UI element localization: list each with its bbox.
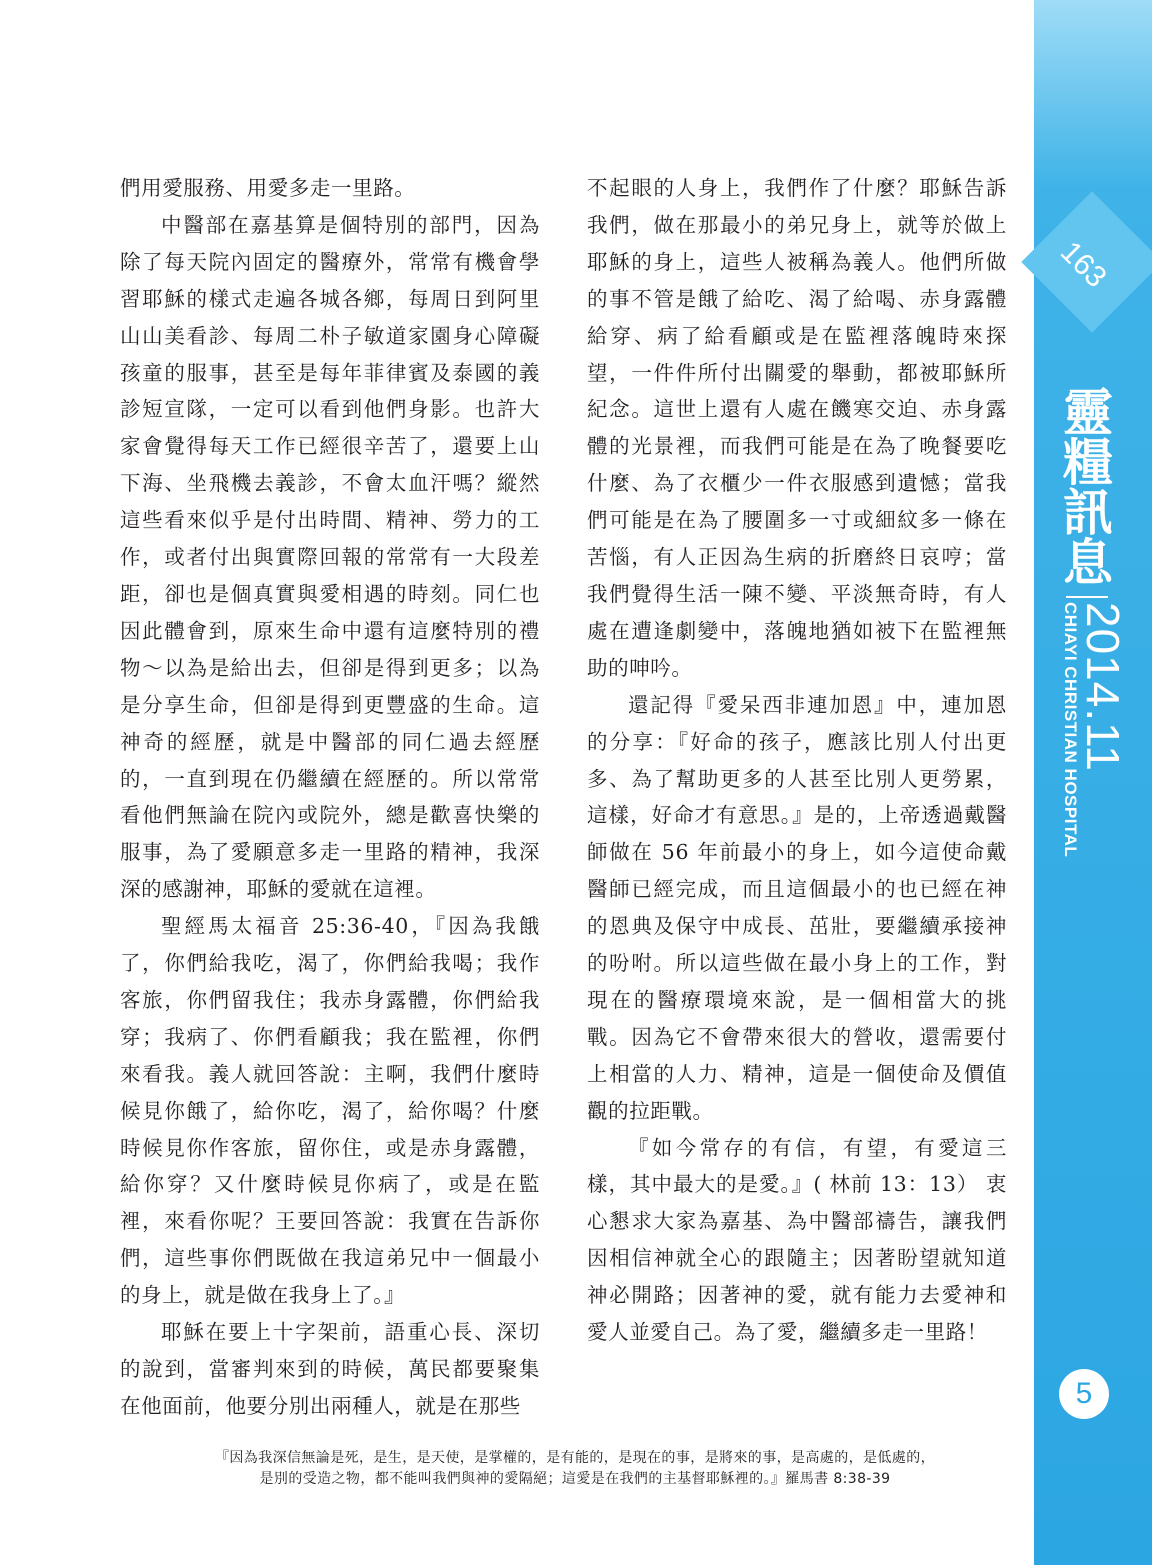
paragraph: 中醫部在嘉基算是個特別的部門，因為除了每天院內固定的醫療外，常常有機會學習耶穌的樣式走遍各城各鄉，每周日到阿里山山美看診、每周二朴子敏道家園身心障礙孩童的服事，甚至是每年菲律賓及泰國的義診短宣隊，一定可以看到他們身影。也許大家會覺得每天工作已經很辛苦了，還要上山下海、坐飛機去義診，不會太血汗嗎？縱然這些看來似乎是付出時間、精神、勞力的工作，或者付出與實際回報的常常有一大段差距，卻也是個真實與愛相遇的時刻。同仁也因此體會到，原來生命中還有這麼特別的禮物～以為是給出去，但卻是得到更多；以為是分享生命，但卻是得到更豐盛的生命。這神奇的經歷，就是中醫部的同仁過去經歷的，一直到現在仍繼續在經歷的。所以常常看他們無論在院內或院外，總是歡喜快樂的服事，為了愛願意多走一里路的精神，我深深的感謝神，耶穌的愛就在這裡。 — [120, 212, 540, 902]
footer-verse — [150, 1448, 1000, 1490]
paragraph: 不起眼的人身上，我們作了什麼？耶穌告訴我們，做在那最小的弟兄身上，就等於做上耶穌的身上，這些人被稱為義人。他們所做的事不管是餓了給吃、渴了給喝、赤身露體給穿、病了給看顧或是在監裡落魄時來探望，一件件所付出關愛的舉動，都被耶穌所紀念。這世上還有人處在饑寒交迫、赤身露體的光景裡，而我們可能是在為了晚餐要吃什麼、為了衣櫃少一件衣服感到遺憾；當我們可能是在為了腰圍多一寸或細紋多一條在苦惱，有人正因為生病的折磨終日哀哼；當我們覺得生活一陳不變、平淡無奇時，有人處在遭逢劇變中，落魄地猶如被下在監裡無助的呻吟。 — [587, 176, 1007, 680]
paragraph: 耶穌在要上十字架前，語重心長、深切的說到，當審判來到的時候，萬民都要聚集在他面前，他要分別出兩種人，就是在那些 — [120, 1320, 540, 1418]
issue-number: 163 — [1053, 235, 1113, 295]
magazine-title-char: 息 — [1063, 534, 1113, 592]
issue-date: 2014.11 — [1077, 602, 1129, 772]
magazine-title-char: 糧 — [1063, 434, 1113, 492]
footer-verse-line: 『因為我深信無論是死，是生，是天使，是掌權的，是有能的，是現在的事，是將來的事，是高處的，是低處的， — [215, 1450, 935, 1466]
issue-divider — [1066, 596, 1108, 598]
article-right-column — [587, 170, 1007, 1351]
issue-info — [1060, 602, 1129, 858]
hospital-name: CHIAYI CHRISTIAN HOSPITAL — [1061, 602, 1080, 858]
paragraph: 們用愛服務、用愛多走一里路。 — [120, 176, 416, 200]
page-number-badge — [1059, 1369, 1109, 1419]
magazine-title-char: 訊 — [1063, 484, 1113, 542]
article-left-column — [120, 170, 540, 1425]
magazine-title-char: 靈 — [1063, 384, 1113, 442]
paragraph: 聖經馬太福音 25:36-40，『因為我餓了，你們給我吃，渴了，你們給我喝；我作客旅，你們留我住；我赤身露體，你們給我穿；我病了、你們看顧我；我在監裡，你們來看我。義人就回答說：主啊，我們什麼時候見你餓了，給你吃，渴了，給你喝？什麼時候見你作客旅，留你住，或是赤身露體，給你穿？又什麼時候見你病了，或是在監裡，來看你呢？王要回答說：我實在告訴你們，這些事你們既做在我這弟兄中一個最小的身上，就是做在我身上了。』 — [120, 914, 540, 1308]
paragraph: 還記得『愛呆西非連加恩』中，連加恩的分享：『好命的孩子，應該比別人付出更多、為了幫助更多的人甚至比別人更勞累，這樣，好命才有意思。』是的，上帝透過戴醫師做在 56 年前最小的身上，如今這使命戴醫師已經完成，而且這個最小的也已經在神的恩典及保守中成長、茁壯，要繼續承接神的吩咐。所以這些做在最小身上的工作，對現在的醫療環境來說，是一個相當大的挑戰。因為它不會帶來很大的營收，還需要付上相當的人力、精神，這是一個使命及價值觀的拉距戰。 — [587, 692, 1007, 1123]
page-number: 5 — [1075, 1377, 1093, 1410]
footer-verse-line: 是別的受造之物，都不能叫我們與神的愛隔絕；這愛是在我們的主基督耶穌裡的。』羅馬書 8:38-39 — [259, 1471, 891, 1487]
magazine-title — [1058, 384, 1118, 592]
paragraph: 『如今常存的有信，有望，有愛這三樣，其中最大的是愛。』( 林前 13：13） 衷心懇求大家為嘉基、為中醫部禱告，讓我們因相信神就全心的跟隨主；因著盼望就知道神必開路；因著神的愛，就有能力去愛神和愛人並愛自己。為了愛，繼續多走一里路！ — [587, 1135, 1007, 1345]
